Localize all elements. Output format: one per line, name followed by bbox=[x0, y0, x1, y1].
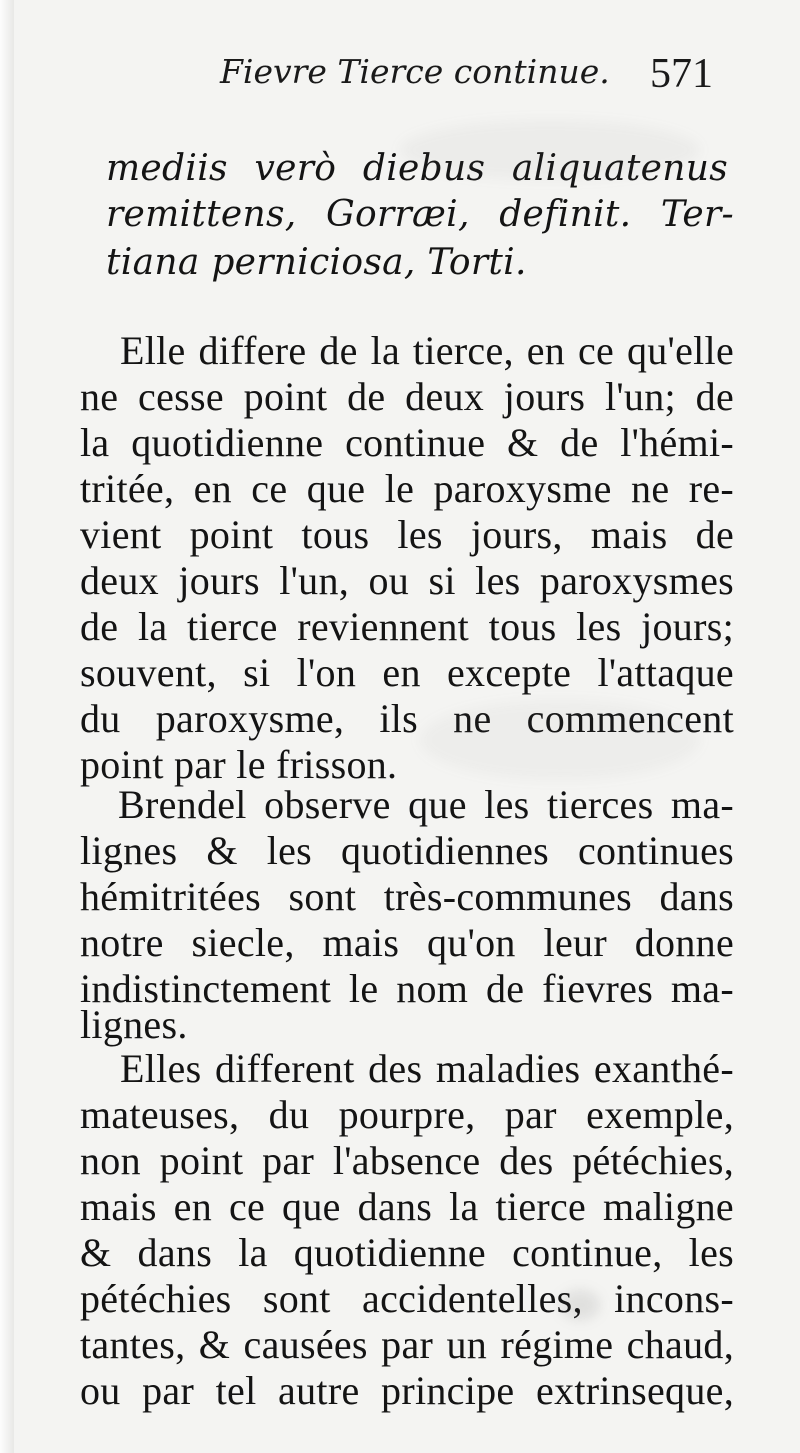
ink-smudge bbox=[560, 1290, 600, 1320]
text-line: tritée, en ce que le paroxysme ne re- bbox=[80, 466, 734, 511]
text-line: Elles different des maladies exanthé- bbox=[120, 1046, 734, 1091]
text-line: remittens, Gorræi, definit. Ter- bbox=[106, 194, 734, 235]
text-line: notre siecle, mais qu'on leur donne bbox=[80, 920, 734, 965]
page-number: 571 bbox=[650, 51, 713, 97]
text-line: tantes, & causées par un régime chaud, bbox=[80, 1322, 734, 1367]
text-line: de la tierce reviennent tous les jours; bbox=[80, 604, 734, 649]
text-line: vient point tous les jours, mais de bbox=[80, 512, 734, 557]
text-line: mais en ce que dans la tierce maligne bbox=[80, 1184, 734, 1229]
text-line: la quotidienne continue & de l'hémi- bbox=[80, 420, 734, 465]
show-through-mark bbox=[420, 700, 700, 780]
text-line: souvent, si l'on en excepte l'attaque bbox=[80, 650, 734, 695]
text-line: Elle differe de la tierce, en ce qu'elle bbox=[120, 328, 734, 373]
text-line: non point par l'absence des pétéchies, bbox=[80, 1138, 734, 1183]
text-line: & dans la quotidienne continue, les bbox=[80, 1230, 734, 1275]
text-line: pétéchies sont accidentelles, incons- bbox=[80, 1276, 734, 1321]
text-line: tiana perniciosa, Torti. bbox=[106, 242, 527, 283]
text-line: deux jours l'un, ou si les paroxysmes bbox=[80, 558, 734, 603]
text-line: ou par tel autre principe extrinseque, bbox=[80, 1368, 734, 1413]
text-line: lignes & les quotidiennes continues bbox=[80, 828, 734, 873]
text-line: mateuses, du pourpre, par exemple, bbox=[80, 1092, 734, 1137]
text-line: hémitritées sont très-communes dans bbox=[80, 874, 734, 919]
text-line: mediis verò diebus aliquatenus bbox=[106, 148, 728, 189]
text-line: lignes. bbox=[80, 1002, 188, 1047]
text-line: point par le frisson. bbox=[80, 742, 398, 787]
text-line: Brendel observe que les tierces ma- bbox=[118, 782, 734, 827]
text-line: indistinctement le nom de fievres ma- bbox=[80, 966, 734, 1011]
running-title: Fievre Tierce continue. bbox=[220, 52, 610, 91]
text-line: ne cesse point de deux jours l'un; de bbox=[80, 374, 734, 419]
text-line: du paroxysme, ils ne commencent bbox=[80, 696, 734, 741]
show-through-mark bbox=[400, 120, 700, 180]
